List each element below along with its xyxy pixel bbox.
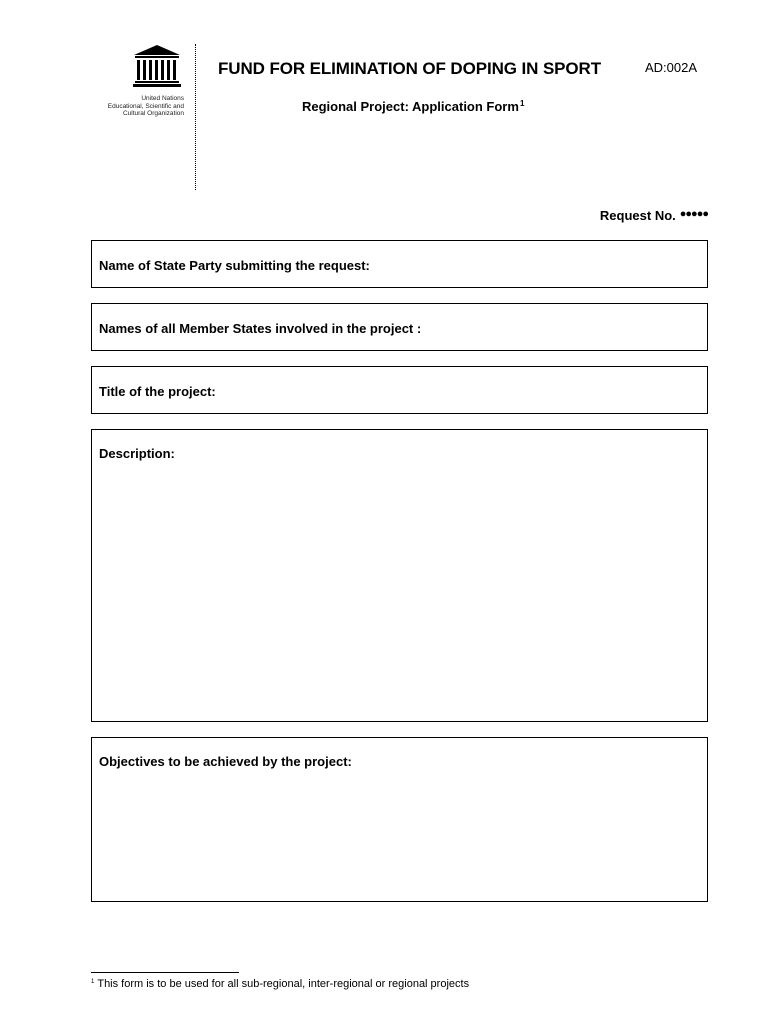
description-field[interactable] — [91, 429, 708, 722]
logo-caption-line-2: Educational, Scientific and — [107, 102, 184, 110]
unesco-logo — [96, 44, 188, 124]
subtitle-footnote-ref: 1 — [519, 99, 525, 108]
document-code: AD:002A — [645, 60, 698, 75]
header-dotted-divider — [195, 44, 196, 190]
state-party-field[interactable] — [91, 240, 708, 288]
logo-caption — [96, 95, 184, 118]
footnote-text: This form is to be used for all sub-regional, inter-regional or regional projects — [97, 978, 470, 990]
project-title-field[interactable] — [91, 366, 708, 414]
objectives-label: Objectives to be achieved by the project: — [99, 754, 352, 769]
description-label: Description: — [99, 446, 175, 461]
objectives-field[interactable] — [91, 737, 708, 902]
unesco-temple-logo-icon — [132, 44, 182, 88]
member-states-label: Names of all Member States involved in the project : — [99, 321, 422, 336]
project-title-label: Title of the project: — [99, 384, 216, 399]
footnote-separator — [91, 972, 239, 973]
subtitle-text: Regional Project: Application Form — [302, 99, 519, 114]
member-states-field[interactable] — [91, 303, 708, 351]
request-number-field[interactable]: ●●●●● — [679, 207, 708, 220]
request-number-label: Request No. — [599, 208, 676, 223]
state-party-label: Name of State Party submitting the request: — [99, 258, 370, 273]
document-title: FUND FOR ELIMINATION OF DOPING IN SPORT — [218, 59, 601, 78]
logo-caption-line-3: Cultural Organization — [122, 110, 184, 117]
footnote-ref: 1 — [91, 979, 95, 985]
document-subtitle — [302, 99, 524, 114]
footnote — [91, 978, 469, 990]
request-number — [600, 208, 708, 223]
logo-caption-line-1: United Nations — [141, 95, 184, 102]
